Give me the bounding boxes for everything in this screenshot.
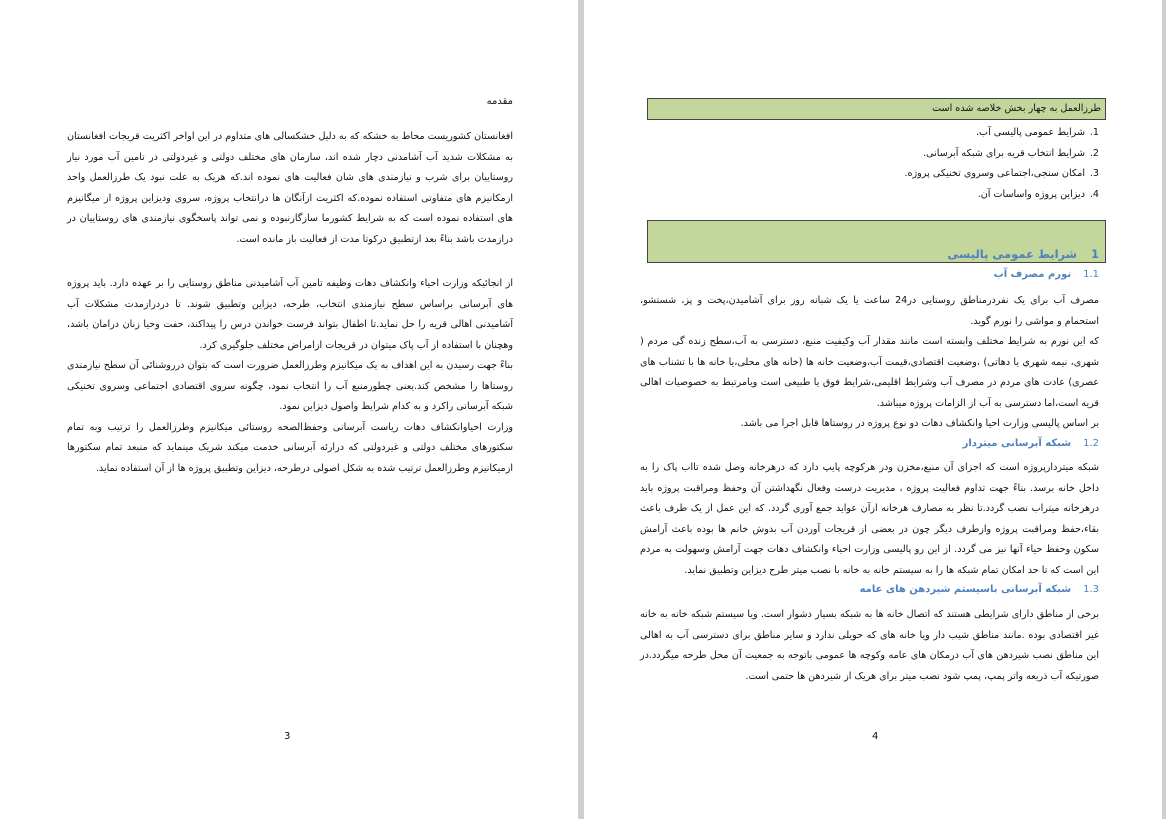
section-number: 1 — [1090, 247, 1099, 261]
subsection-heading: 1.2شبکه آبرسانی میتردار — [962, 438, 1099, 449]
summary-item: 4. دیزاین پروژه واساسات آن. — [977, 188, 1099, 200]
paragraph: که این نورم به شرایط مختلف وابسته است مانند مقدار آب وکیفیت منبع، دسترسی به آب،سطح زنده گی مردم ( شهری، نیمه شهري یا دهاتی) ،وضعیت اقتصادی،قیمت آب،وضعیت خانه ها (خانه های محلی،یا خانه ها با تشناب های عصری) عادت های مردم در مصرف آب وشرایط اقلیمی،شرایط فوق یا طبیعی است ویامرتبط به خصوصیات اهالی قریه است،اما دسترسی به آب از الزامات پروژه میباشد. — [640, 336, 1099, 409]
subsection-text — [640, 605, 1099, 687]
section-title: شرایط عمومی پالیسی — [947, 247, 1077, 261]
summary-title: طرزالعمل به چهار بخش خلاصه شده است — [932, 103, 1101, 114]
paragraph: برخی از مناطق دارای شرایطی هستند که اتصال خانه ها به شبکه بسیار دشوار است. ویا سیستم شبکه خانه به خانه غیر اقتصادی بوده .مانند مناطق شیب دار ویا خانه های که حویلی ندارد و سایر مناطق برای دسترسی آب به اهالی این مناطق نصب شیردهن های آب درمکان های عامه وکوچه ها عمومی باتوجه به جمعیت آن محل طرحه میگردد.در صورتیکه آب ذریعه واتر پمپ، پمپ شود نصب میتر برای هریک از شیردهن ها حتمی است. — [640, 609, 1099, 682]
subsection-heading: 1.3شبکه آبرسانی باسیستم شیردهن های عامه — [859, 584, 1099, 595]
page-4 — [584, 0, 1162, 819]
summary-item: 2. شرایط انتخاب قریه برای شبکه آبرسانی. — [923, 147, 1099, 159]
summary-list — [640, 123, 1099, 205]
subsection-text — [640, 291, 1099, 435]
intro-paragraph: وزارت احیاوانکشاف دهات ریاست آبرسانی وحفظ‌الصحه روستائی میکانیزم وطرزالعمل را ترتیب وبه تمام سکتورهای مختلف دولتی و غیردولتی که درارئه آبرسانی خدمت میکند شریک مینماید که منبعد تمام سکتورها ازمیکانیزم وطرزالعمل ترتیب شده به شکل اصولی درطرحه، دیزاین وتطبیق پروژه ها از آن استفاده نماید. — [67, 421, 513, 474]
section-heading-box — [647, 220, 1106, 263]
summary-title-box — [647, 98, 1106, 120]
summary-item: 1. شرایط عمومی پالیسی آب. — [976, 127, 1099, 138]
page-3 — [0, 0, 578, 819]
paragraph: بر اساس پالیسی وزارت احیا وانکشاف دهات دو نوع پروژه در روستاها قابل اجرا می باشد. — [740, 418, 1099, 429]
subsection-heading: 1.1نورم مصرف آب — [993, 269, 1099, 280]
section-heading — [947, 247, 1099, 261]
paragraph: مصرف آب برای یک نفردرمناطق روستایی در24 ساعت یا یک شبانه روز برای آشامیدن،پخت و پز، شستشو، استحمام و مواشی را نورم گوید. — [640, 295, 1099, 327]
intro-text — [67, 127, 513, 479]
page-number: 4 — [872, 731, 879, 742]
intro-paragraph: از انجائیکه وزارت احیاء وانکشاف دهات وظیفه تامین آب آشامیدنی مناطق روستایی را بر عهده دارد. باید پروژه های آبرسانی براساس سطح نیازمندی انتخاب، طرحه، دیزاین وتطبیق شوند. تا دردرازمدت مشکلات آب آشامیدنی اهالی قریه را حل نماید.تا اطفال بتواند فرست خواندن درس را پیداکند، حفت وحیا زنان درامان باشد، وهچنان با استفاده از آب پاک میتوان در قریجات ازامراض مختلف جلوگیری کرد. — [67, 278, 513, 351]
summary-item: 3. امکان سنجی،اجتماعی وسروی تخنیکی پروژه. — [904, 168, 1099, 179]
subsection-text — [640, 458, 1099, 581]
paragraph: شبکه میتردارپروژه است که اجزای آن منبع،مخزن ودر هرکوچه پایپ دارد که درهرخانه وصل شده تااب پاک را به داخل خانه برسد. بناءً جهت تداوم فعالیت پروژه ، مدیریت درست وفعال نگهداشتن آن وحفظ ومراقبت پروژه باید درهرخانه میتراب نصب گردد.تا نظر به مصارف هرخانه ازآن عواید جمع آوری گردد. که این عمل از یک طرف باعث بقاء،حفظ ومراقبت پروژه وازطرف دیگر چون در بعضی از قریجات آوردن آب بدوش خانم ها بوده باعث آرامش سکون وحفظ حیاء آنها نیز می گردد. از این رو پالیسی وزارت احیاء وانکشاف دهات جهت آرامش وسهولت به مردم این است که تا حد امکان تمام شبکه ها را به سیستم خانه به خانه با نصب میتر طرح دیزاین وتطبیق نماید. — [640, 462, 1099, 576]
intro-heading: مقدمه — [486, 96, 513, 107]
page-number: 3 — [284, 731, 291, 742]
intro-paragraph: افغانستان کشوریست محاط به خشکه که به دلیل خشکسالی های متداوم در این اواخر اکثریت قریجات افغانستان به مشکلات شدید آب آشامدنی دچار شده اند، سازمان های مختلف دولتی و غیردولتی در تامین آب مورد نیاز روستاییان برای شرب و نیازمندی های شان فعالیت های نموده اند.که هریک به علت نبود یک طرزالعمل واحد ازمکانیزم های متفاوتی استفاده نموده.که اکثریت ازآنگان ها درانتخاب پروژه، سروی ودیزاین پروژه از میگانیزم های استفاده نموده است که به شرایط کشورما سازگارنبوده و نمی تواند پاسخگوی نیازمندی های روستاییان در درازمدت باشد بناءً بعد ازتطبیق درکوتا مدت از فعالیت باز مانده است. — [67, 131, 513, 245]
intro-paragraph: بناءً جهت رسیدن به این اهداف به یک میکانیزم وطرزالعمل ضرورت است که بتوان درروشنائی آن سطح نیازمندی روستاها را مشخص کند.یعنی چطورمنبع آب را انتخاب نمود، چگونه سروی اقتصادی اجتماعی وسروی تخنیکی شبکه آبرسانی راکرد و به کدام شرایط واصول دیزاین نمود. — [67, 360, 513, 412]
